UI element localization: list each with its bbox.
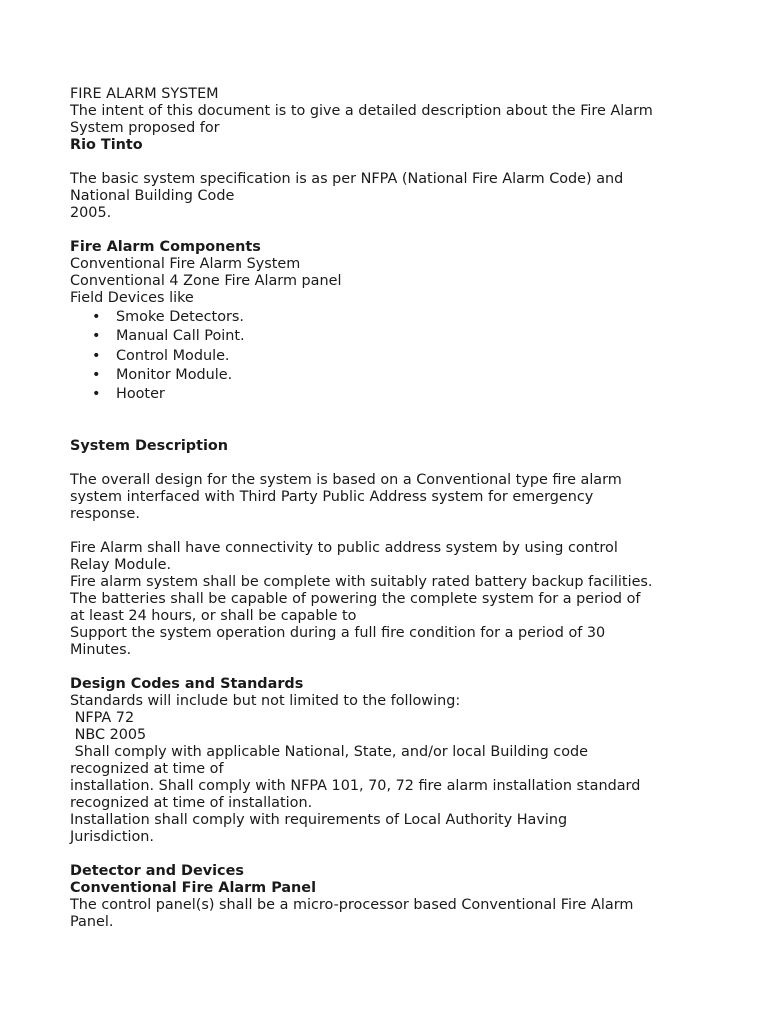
system-description-p1-line-2: system interfaced with Third Party Public Address system for emergency (70, 489, 594, 506)
system-description-p2-line-2: Relay Module. (70, 557, 172, 574)
list-item (70, 327, 710, 346)
spec-text-line-1: The basic system specification is as per NFPA (National Fire Alarm Code) and (70, 171, 624, 187)
bullet-icon: • (92, 328, 101, 345)
document-title: FIRE ALARM SYSTEM (70, 86, 219, 102)
design-codes-line-4: Shall comply with applicable National, State, and/or local Building code (70, 744, 588, 761)
detectors-line-2: Panel. (70, 914, 114, 931)
bullet-icon: • (92, 347, 101, 364)
design-codes-line-1: Standards will include but not limited to the following: (70, 693, 461, 710)
document-page (70, 86, 710, 931)
list-item-label: Smoke Detectors. (116, 309, 244, 325)
list-item-label: Hooter (116, 386, 165, 403)
system-description-p3-line-3: at least 24 hours, or shall be capable to (70, 608, 357, 625)
components-line-2: Conventional 4 Zone Fire Alarm panel (70, 273, 342, 289)
bullet-icon: • (92, 366, 101, 383)
system-description-p1-line-1: The overall design for the system is based on a Conventional type fire alarm (70, 472, 622, 489)
design-codes-line-3: NBC 2005 (70, 727, 147, 744)
system-description-p3-line-2: The batteries shall be capable of powering the complete system for a period of (70, 591, 641, 608)
spec-text-line-2: National Building Code (70, 188, 235, 204)
list-item (70, 366, 710, 385)
system-description-p1-line-3: response. (70, 506, 140, 523)
system-description-p3-line-4: Support the system operation during a full fire condition for a period of 30 (70, 625, 606, 642)
system-description-p3-line-5: Minutes. (70, 642, 132, 659)
spacer (70, 154, 710, 171)
field-devices-list (70, 308, 710, 404)
spacer (70, 455, 710, 472)
spacer (70, 404, 710, 438)
design-codes-heading: Design Codes and Standards (70, 676, 304, 693)
spacer (70, 846, 710, 863)
spacer (70, 523, 710, 540)
intro-text-line-2: System proposed for (70, 120, 220, 136)
design-codes-line-7: recognized at time of installation. (70, 795, 313, 812)
list-item-label: Manual Call Point. (116, 328, 245, 345)
components-heading: Fire Alarm Components (70, 239, 261, 255)
detectors-line-1: The control panel(s) shall be a micro-processor based Conventional Fire Alarm (70, 897, 634, 914)
list-item (70, 347, 710, 366)
spec-text-line-3: 2005. (70, 205, 112, 221)
design-codes-line-8: Installation shall comply with requirements of Local Authority Having (70, 812, 568, 829)
detectors-subheading: Conventional Fire Alarm Panel (70, 880, 316, 897)
components-line-1: Conventional Fire Alarm System (70, 256, 301, 272)
system-description-p3-line-1: Fire alarm system shall be complete with suitably rated battery backup facilities. (70, 574, 653, 591)
bullet-icon: • (92, 309, 101, 325)
design-codes-line-5: recognized at time of (70, 761, 224, 778)
list-item-label: Monitor Module. (116, 366, 233, 383)
spacer (70, 222, 710, 239)
list-item-label: Control Module. (116, 347, 230, 364)
system-description-heading: System Description (70, 438, 229, 455)
client-name: Rio Tinto (70, 137, 143, 153)
list-item (70, 308, 710, 327)
bullet-icon: • (92, 386, 101, 403)
spacer (70, 659, 710, 676)
design-codes-line-6: installation. Shall comply with NFPA 101, 70, 72 fire alarm installation standard (70, 778, 641, 795)
system-description-p2-line-1: Fire Alarm shall have connectivity to public address system by using control (70, 540, 618, 557)
list-item (70, 385, 710, 404)
components-line-3: Field Devices like (70, 290, 194, 306)
design-codes-line-9: Jurisdiction. (70, 829, 154, 846)
detectors-heading: Detector and Devices (70, 863, 244, 880)
intro-text-line-1: The intent of this document is to give a detailed description about the Fire Alarm (70, 103, 653, 119)
design-codes-line-2: NFPA 72 (70, 710, 135, 727)
